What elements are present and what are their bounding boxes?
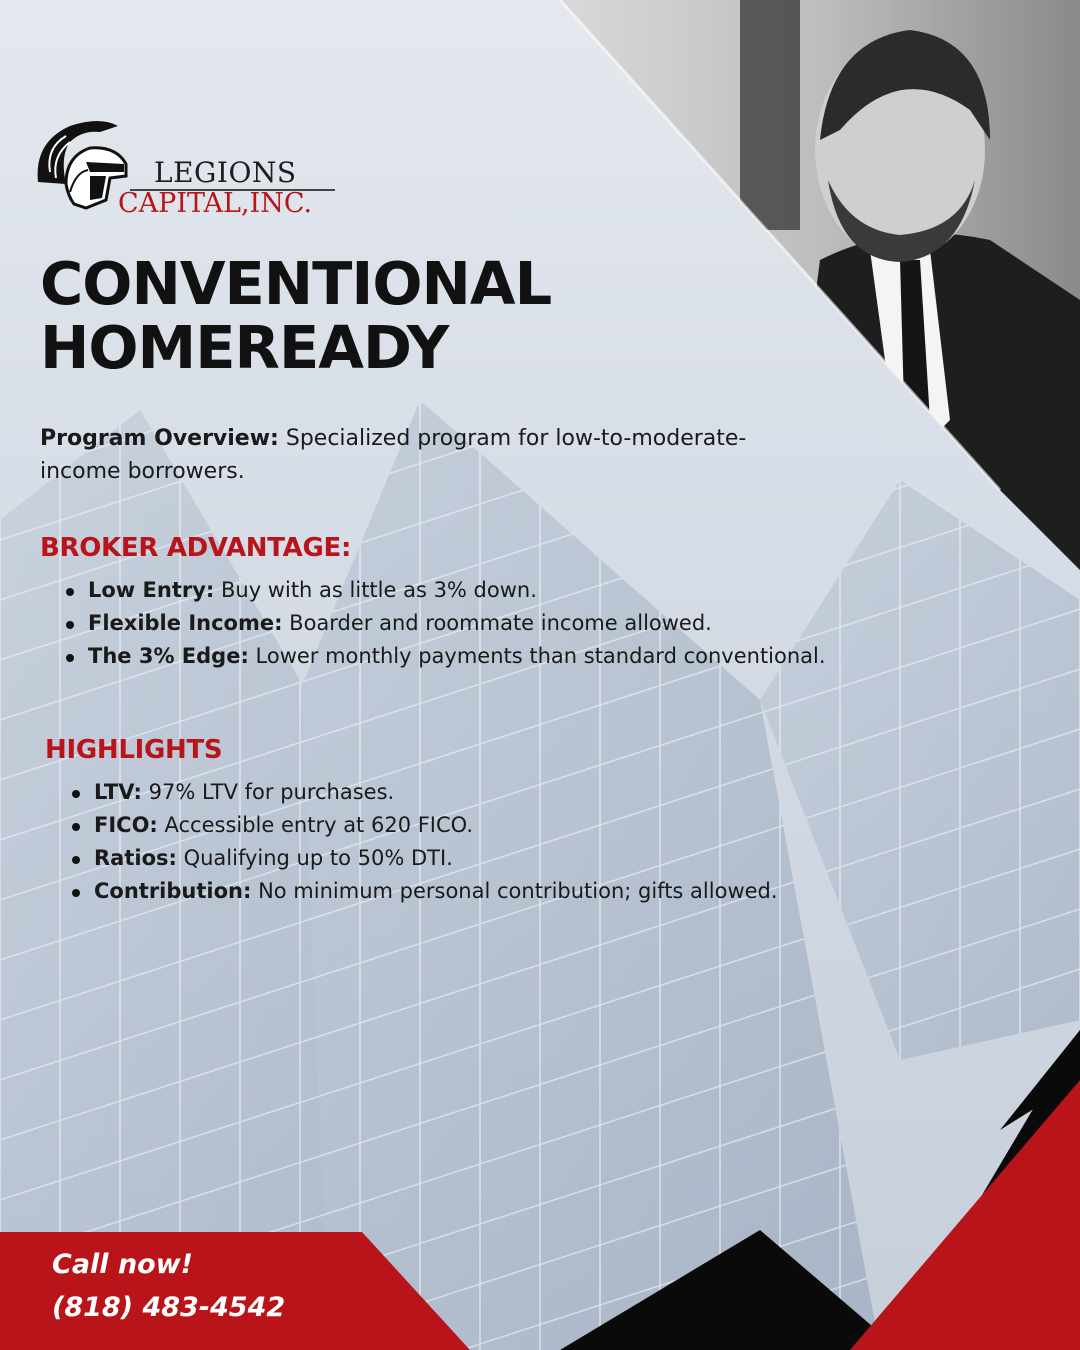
highlights-list: [68, 776, 778, 908]
item-text: Qualifying up to 50% DTI.: [176, 846, 453, 870]
program-overview: [40, 422, 760, 488]
page-title: [40, 249, 552, 382]
overview-text: Specialized program for low-to-moderate-income borrowers.: [40, 426, 747, 484]
item-text: 97% LTV for purchases.: [141, 780, 395, 804]
list-item: [62, 607, 826, 640]
overview-label: Program Overview:: [40, 426, 279, 451]
item-text: Buy with as little as 3% down.: [214, 578, 537, 602]
list-item: [68, 875, 778, 908]
item-text: Boarder and roommate income allowed.: [282, 611, 712, 635]
title-line2: HOMEREADY: [40, 313, 449, 382]
list-item: [68, 776, 778, 809]
item-text: No minimum personal contribution; gifts allowed.: [251, 879, 778, 903]
title-line1: CONVENTIONAL: [40, 249, 552, 318]
item-label: LTV:: [94, 780, 142, 804]
item-label: Flexible Income:: [88, 611, 283, 635]
list-item: [62, 574, 826, 607]
highlights-heading: HIGHLIGHTS: [45, 735, 223, 765]
brand-name-line1: LEGIONS: [154, 156, 297, 189]
item-label: The 3% Edge:: [88, 644, 249, 668]
item-label: Contribution:: [94, 879, 252, 903]
broker-advantage-heading: BROKER ADVANTAGE:: [40, 533, 352, 563]
item-label: FICO:: [94, 813, 158, 837]
item-label: Low Entry:: [88, 578, 215, 602]
item-text: Accessible entry at 620 FICO.: [157, 813, 474, 837]
call-to-action: [52, 1243, 285, 1329]
phone-number[interactable]: (818) 483-4542: [52, 1292, 286, 1323]
broker-advantage-list: [62, 574, 826, 673]
company-logo: [30, 112, 350, 232]
cta-label: Call now!: [52, 1249, 193, 1280]
list-item: [68, 809, 778, 842]
brand-name-line2: CAPITAL,INC.: [118, 188, 313, 219]
item-label: Ratios:: [94, 846, 177, 870]
item-text: Lower monthly payments than standard conventional.: [248, 644, 826, 668]
list-item: [62, 640, 826, 673]
list-item: [68, 842, 778, 875]
